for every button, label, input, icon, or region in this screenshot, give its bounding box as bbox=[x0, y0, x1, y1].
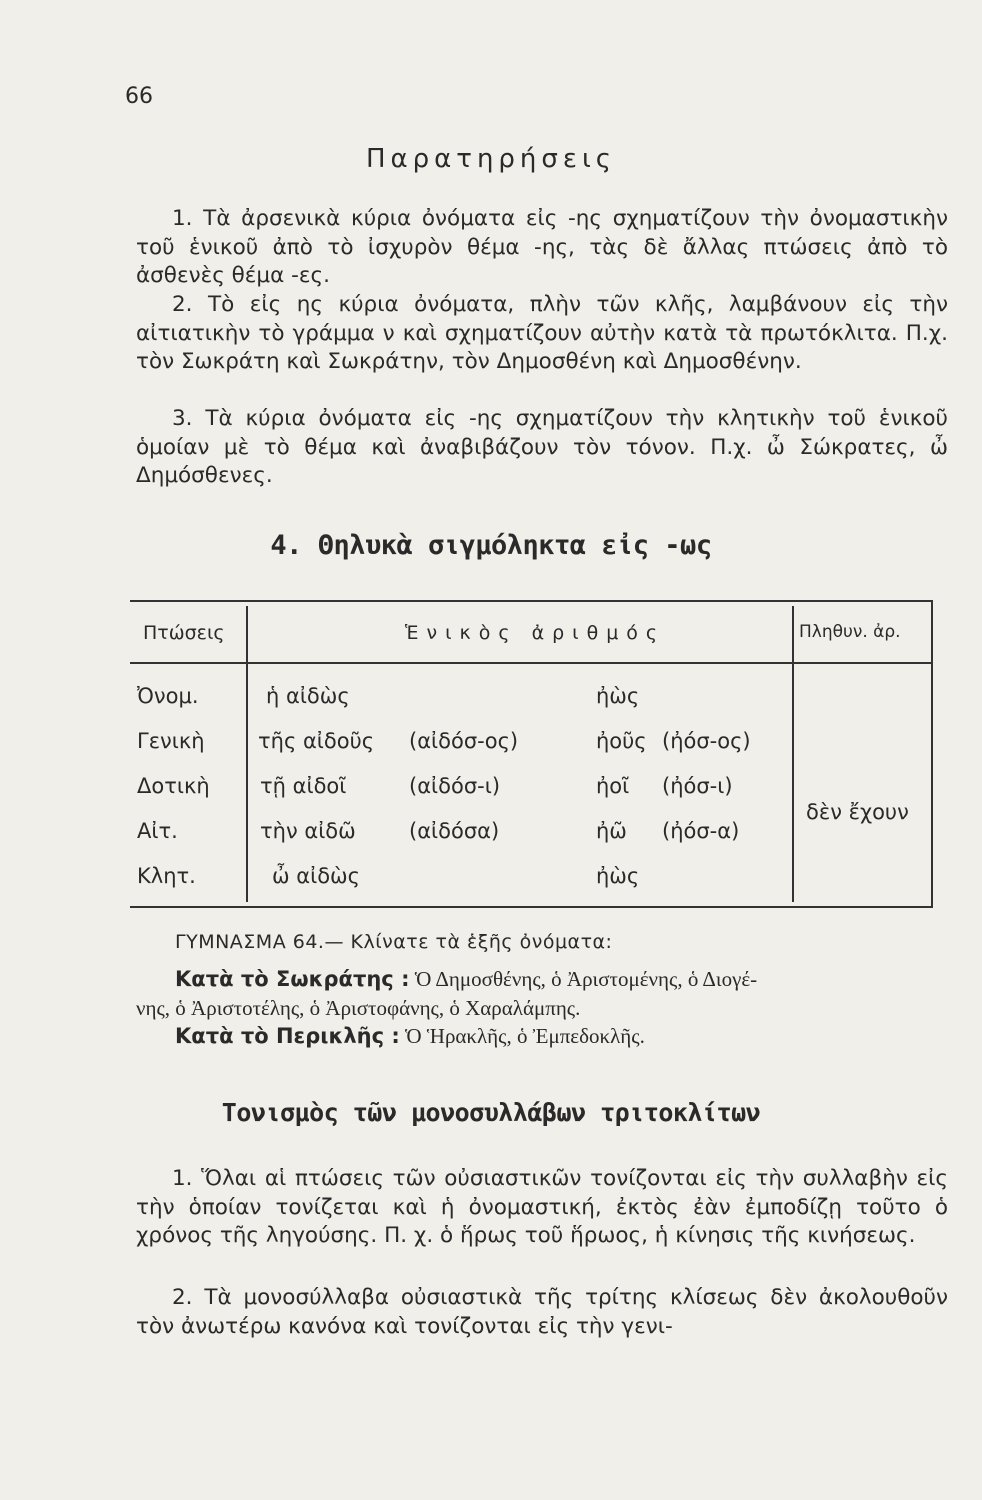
row-form-b: ἠοῦς bbox=[596, 729, 647, 753]
header-singular: Ἑνικὸς ἀριθμός bbox=[405, 622, 666, 644]
row-stem-b: (ἠόσ-α) bbox=[662, 819, 740, 843]
row-stem-a: (αἰδόσα) bbox=[409, 819, 500, 843]
row-case: Ὀνομ. bbox=[137, 684, 199, 708]
section-title: 4. Θηλυκὰ σιγμόληκτα εἰς -ως bbox=[270, 530, 712, 561]
row-case: Δοτικὴ bbox=[137, 774, 210, 798]
exercise-line-1: Κατὰ τὸ Σωκράτης : Ὁ Δημοσθένης, ὁ Ἀριστομένης, ὁ Διογέ- bbox=[175, 967, 758, 991]
page-number: 66 bbox=[125, 84, 153, 109]
exercise-line-3: Κατὰ τὸ Περικλῆς : Ὁ Ἡρακλῆς, ὁ Ἐμπεδοκλῆς. bbox=[175, 1024, 645, 1048]
row-form-b: ἠῶ bbox=[596, 819, 627, 843]
row-form-a: τῆς αἰδοῦς bbox=[258, 729, 375, 753]
row-form-b: ἠὼς bbox=[596, 684, 640, 708]
observation-1: 1. Τὰ ἀρσενικὰ κύρια ὀνόματα εἰς -ης σχηματίζουν τὴν ὀνομαστικὴν τοῦ ἑνικοῦ ἀπὸ τὸ ἰσχυρὸν θέμα -ης, τὰς δὲ ἄλλας πτώσεις ἀπὸ τὸ ἀσθενὲς θέμα -ες. bbox=[136, 206, 948, 289]
table-col-divider-1 bbox=[246, 606, 248, 902]
header-cases: Πτώσεις bbox=[143, 622, 225, 644]
observation-2: 2. Τὸ εἰς ης κύρια ὀνόματα, πλὴν τῶν κλῆς, λαμβάνουν εἰς τὴν αἰτιατικὴν τὸ γράμμα ν καὶ σχηματίζουν αὐτὴν κατὰ τὰ πρωτόκλιτα. Π.χ. τὸν Σωκράτη καὶ Σωκράτην, τὸν Δημοσθένη καὶ Δημοσθένην. bbox=[136, 292, 948, 375]
row-case: Κλητ. bbox=[137, 864, 196, 888]
row-form-a: τὴν αἰδῶ bbox=[260, 819, 356, 843]
observations-heading: Παρατηρήσεις bbox=[365, 144, 617, 174]
table-header-border bbox=[130, 662, 933, 664]
row-stem-b: (ἠόσ-ος) bbox=[662, 729, 751, 753]
exercise-title: ΓΥΜΝΑΣΜΑ 64.— Κλίνατε τὰ ἑξῆς ὀνόματα: bbox=[175, 931, 613, 953]
rule-1: 1. Ὅλαι αἱ πτώσεις τῶν οὐσιαστικῶν τονίζονται εἰς τὴν συλλαβὴν εἰς τὴν ὁποίαν τονίζεται καὶ ἡ ὀνομαστική, ἐκτὸς ἐὰν ἐμποδίζῃ τοῦτο ὁ χρόνος τῆς ληγούσης. Π. χ. ὁ ἥρως τοῦ ἥρωος, ἡ κίνησις τῆς κινήσεως. bbox=[136, 1166, 948, 1249]
section2-title: Τονισμὸς τῶν μονοσυλλάβων τριτοκλίτων bbox=[221, 1098, 761, 1127]
exercise-label-pericles: Κατὰ τὸ Περικλῆς : bbox=[175, 1024, 400, 1048]
row-case: Αἰτ. bbox=[137, 819, 178, 843]
exercise-label-socrates: Κατὰ τὸ Σωκράτης : bbox=[175, 967, 410, 991]
row-form-a: ἡ αἰδὼς bbox=[266, 684, 350, 708]
row-form-b: ἠοῖ bbox=[596, 774, 630, 798]
rule-2: 2. Τὰ μονοσύλλαβα οὐσιαστικὰ τῆς τρίτης κλίσεως δὲν ἀκολουθοῦν τὸν ἀνωτέρω κανόνα καὶ τονίζονται εἰς τὴν γενι- bbox=[136, 1285, 948, 1339]
row-stem-a: (αἰδόσ-ι) bbox=[409, 774, 501, 798]
row-form-b: ἠὼς bbox=[596, 864, 640, 888]
table-bottom-border bbox=[130, 906, 933, 908]
table-col-divider-2 bbox=[792, 606, 794, 902]
row-form-a: τῇ αἰδοῖ bbox=[260, 774, 347, 798]
table-right-border bbox=[931, 602, 933, 906]
exercise-line-2: νης, ὁ Ἀριστοτέλης, ὁ Ἀριστοφάνης, ὁ Χαραλάμπης. bbox=[136, 996, 581, 1020]
table-top-border bbox=[130, 600, 933, 602]
plural-note: δὲν ἔχουν bbox=[806, 800, 909, 824]
row-stem-b: (ἠόσ-ι) bbox=[662, 774, 733, 798]
row-case: Γενικὴ bbox=[137, 729, 205, 753]
observation-3: 3. Τὰ κύρια ὀνόματα εἰς -ης σχηματίζουν τὴν κλητικὴν τοῦ ἑνικοῦ ὁμοίαν μὲ τὸ θέμα καὶ ἀναβιβάζουν τὸν τόνον. Π.χ. ὦ Σώκρατες, ὦ Δημόσθενες. bbox=[136, 406, 948, 489]
row-form-a: ὦ αἰδὼς bbox=[272, 864, 360, 888]
row-stem-a: (αἰδόσ-ος) bbox=[409, 729, 519, 753]
header-plural: Πληθυν. ἀρ. bbox=[799, 622, 901, 642]
